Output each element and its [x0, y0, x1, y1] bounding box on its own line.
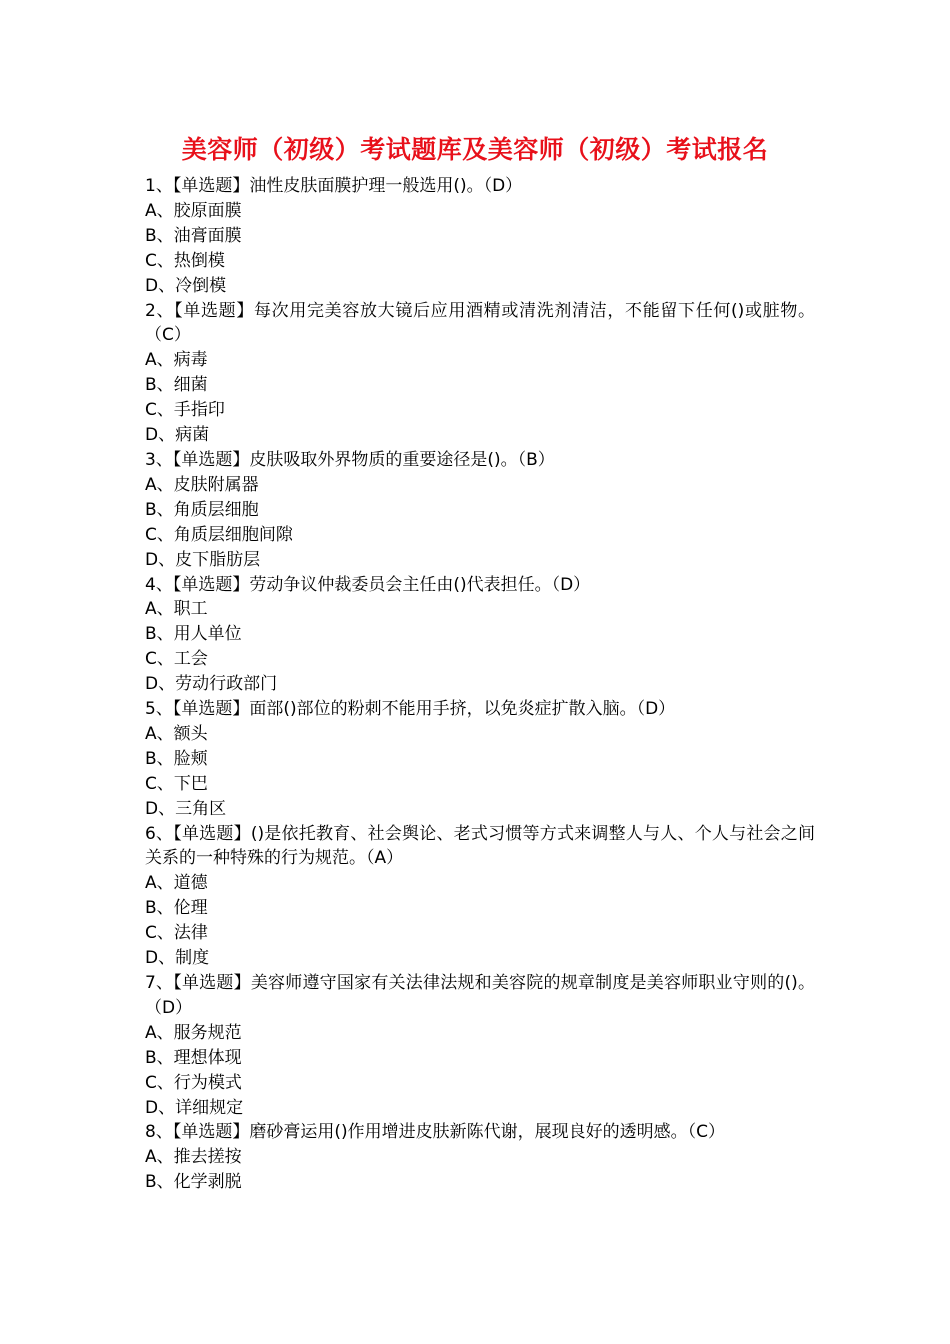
answer-option: B、伦理 [145, 898, 208, 919]
answer-option: B、细菌 [145, 375, 208, 396]
answer-option: D、三角区 [145, 798, 227, 819]
answer-option: D、皮下脂肪层 [145, 549, 261, 570]
question-text: 8、【单选题】磨砂膏运用()作用增进皮肤新陈代谢，展现良好的透明感。（C） [145, 1122, 725, 1143]
question-text: 5、【单选题】面部()部位的粉刺不能用手挤，以免炎症扩散入脑。（D） [145, 699, 676, 720]
question-text: 7、【单选题】美容师遵守国家有关法律法规和美容院的规章制度是美容师职业守则的()。（D） [145, 973, 815, 1018]
answer-option: B、脸颊 [145, 748, 208, 769]
question-block [145, 573, 815, 698]
answer-option: A、职工 [145, 599, 208, 620]
answer-option: A、服务规范 [145, 1022, 242, 1043]
question-text: 6、【单选题】()是依托教育、社会舆论、老式习惯等方式来调整人与人、个人与社会之间关系的一种特殊的行为规范。（A） [145, 823, 815, 869]
answer-option: D、病菌 [145, 425, 210, 446]
answer-option: A、胶原面膜 [145, 200, 242, 221]
document-title: 美容师（初级）考试题库及美容师（初级）考试报名 [181, 135, 769, 164]
question-text: 4、【单选题】劳动争议仲裁委员会主任由()代表担任。（D） [145, 574, 591, 595]
question-block [145, 174, 815, 299]
answer-option: C、角质层细胞间隙 [145, 524, 293, 545]
answer-option: A、道德 [145, 873, 208, 894]
question-block [145, 299, 815, 448]
question-text: 1、【单选题】油性皮肤面膜护理一般选用()。（D） [145, 176, 523, 196]
answer-option: C、工会 [145, 649, 208, 670]
question-list [145, 174, 815, 1195]
answer-option: B、化学剥脱 [145, 1172, 242, 1193]
answer-option: C、下巴 [145, 773, 208, 794]
answer-option: A、病毒 [145, 350, 208, 371]
question-block [145, 697, 815, 822]
answer-option: B、理想体现 [145, 1047, 242, 1068]
answer-option: D、冷倒模 [145, 275, 227, 296]
question-block [145, 822, 815, 971]
answer-option: C、热倒模 [145, 250, 225, 271]
answer-option: A、额头 [145, 723, 208, 744]
answer-option: D、制度 [145, 948, 210, 969]
answer-option: D、劳动行政部门 [145, 674, 278, 695]
answer-option: B、用人单位 [145, 624, 242, 645]
answer-option: A、推去搓按 [145, 1147, 242, 1168]
answer-option: C、法律 [145, 923, 208, 944]
answer-option: A、皮肤附属器 [145, 474, 259, 495]
question-text: 3、【单选题】皮肤吸取外界物质的重要途径是()。（B） [145, 449, 555, 470]
answer-option: C、手指印 [145, 400, 225, 421]
answer-option: C、行为模式 [145, 1072, 242, 1093]
answer-option: B、角质层细胞 [145, 499, 259, 520]
question-block [145, 971, 815, 1120]
answer-option: D、详细规定 [145, 1097, 244, 1118]
question-text: 2、【单选题】每次用完美容放大镜后应用酒精或清洗剂清洁，不能留下任何()或脏物。（C） [145, 300, 815, 346]
question-block [145, 1120, 815, 1195]
question-block [145, 448, 815, 573]
answer-option: B、油膏面膜 [145, 225, 242, 246]
